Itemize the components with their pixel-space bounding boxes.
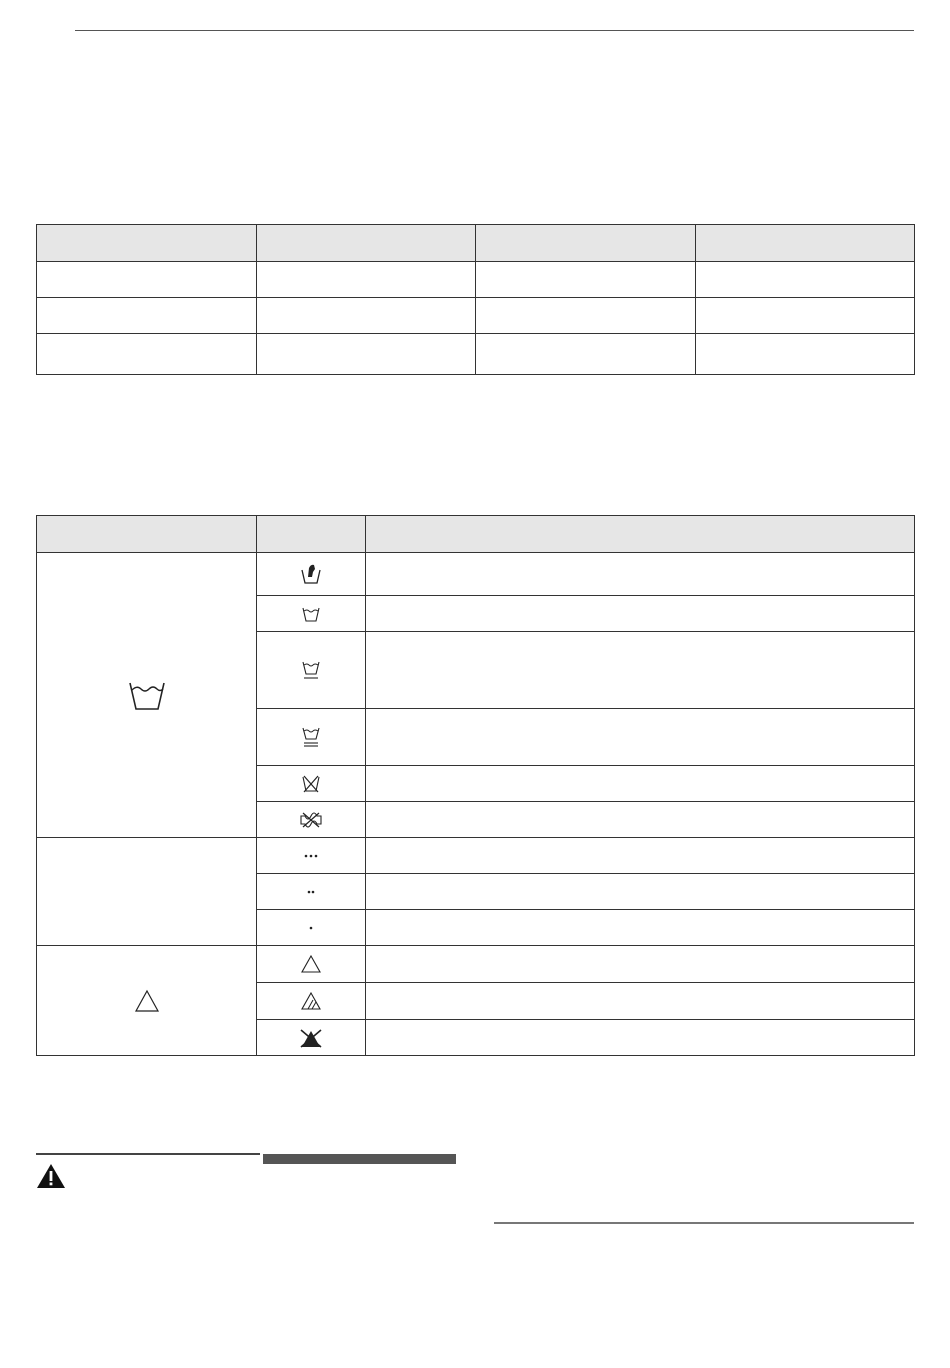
description-cell bbox=[366, 596, 915, 632]
description-cell bbox=[366, 1020, 915, 1056]
table-cell bbox=[37, 262, 257, 298]
symbol-cell bbox=[257, 553, 366, 596]
symbol-cell bbox=[257, 632, 366, 709]
table-header-cell bbox=[257, 225, 476, 262]
symbol-cell bbox=[257, 766, 366, 802]
table-header-cell bbox=[37, 516, 257, 553]
symbol-cell bbox=[257, 910, 366, 946]
warning-title-bar bbox=[260, 1154, 456, 1164]
description-cell bbox=[366, 946, 915, 983]
warning-triangle-icon bbox=[36, 1163, 66, 1189]
table-header-cell bbox=[257, 516, 366, 553]
table-cell bbox=[696, 298, 915, 334]
description-cell bbox=[366, 632, 915, 709]
symbol-cell bbox=[257, 838, 366, 874]
table-cell bbox=[696, 334, 915, 375]
table-row bbox=[37, 946, 915, 983]
header-rule bbox=[75, 30, 914, 31]
do-not-wash-icon bbox=[302, 775, 320, 793]
description-cell bbox=[366, 874, 915, 910]
wash-tub-icon bbox=[302, 606, 320, 622]
washtub-icon bbox=[128, 679, 166, 711]
description-cell bbox=[366, 802, 915, 838]
wash-tub-one-bar-icon bbox=[302, 660, 320, 680]
wash-tub-two-bars-icon bbox=[302, 726, 320, 748]
one-dot-icon bbox=[308, 925, 314, 931]
table-header-cell bbox=[476, 225, 696, 262]
care-symbols-table bbox=[36, 515, 915, 1056]
table-row bbox=[37, 838, 915, 874]
table-row bbox=[37, 298, 915, 334]
table-cell bbox=[257, 262, 476, 298]
symbol-cell bbox=[257, 802, 366, 838]
symbol-cell bbox=[257, 946, 366, 983]
table-cell bbox=[257, 298, 476, 334]
bleach-triangle-icon bbox=[134, 989, 160, 1013]
table-cell bbox=[37, 298, 257, 334]
section-rule bbox=[494, 1222, 914, 1224]
table-cell bbox=[257, 334, 476, 375]
table-header-cell bbox=[366, 516, 915, 553]
table-header-row bbox=[37, 225, 915, 262]
table-cell bbox=[696, 262, 915, 298]
table-cell bbox=[37, 334, 257, 375]
table-header-row bbox=[37, 516, 915, 553]
table-row bbox=[37, 262, 915, 298]
non-chlorine-bleach-icon bbox=[301, 992, 321, 1010]
warning-rule bbox=[36, 1153, 260, 1155]
group-cell-bleaching bbox=[37, 946, 257, 1056]
table-cell bbox=[476, 262, 696, 298]
bleach-triangle-icon bbox=[301, 955, 321, 973]
hand-wash-icon bbox=[300, 563, 322, 585]
description-cell bbox=[366, 838, 915, 874]
symbol-cell bbox=[257, 1020, 366, 1056]
group-cell-temperature bbox=[37, 838, 257, 946]
table-row bbox=[37, 553, 915, 596]
description-cell bbox=[366, 910, 915, 946]
table-cell bbox=[476, 334, 696, 375]
description-cell bbox=[366, 553, 915, 596]
three-dots-icon bbox=[303, 853, 319, 859]
table-header-cell bbox=[696, 225, 915, 262]
table-row bbox=[37, 334, 915, 375]
table-header-cell bbox=[37, 225, 257, 262]
symbol-cell bbox=[257, 709, 366, 766]
group-cell-washing bbox=[37, 553, 257, 838]
symbol-cell bbox=[257, 983, 366, 1020]
do-not-wring-icon bbox=[299, 812, 323, 828]
symbol-cell bbox=[257, 874, 366, 910]
two-dots-icon bbox=[306, 889, 316, 895]
program-table bbox=[36, 224, 915, 375]
description-cell bbox=[366, 766, 915, 802]
do-not-bleach-icon bbox=[299, 1028, 323, 1048]
table-cell bbox=[476, 298, 696, 334]
description-cell bbox=[366, 709, 915, 766]
symbol-cell bbox=[257, 596, 366, 632]
description-cell bbox=[366, 983, 915, 1020]
